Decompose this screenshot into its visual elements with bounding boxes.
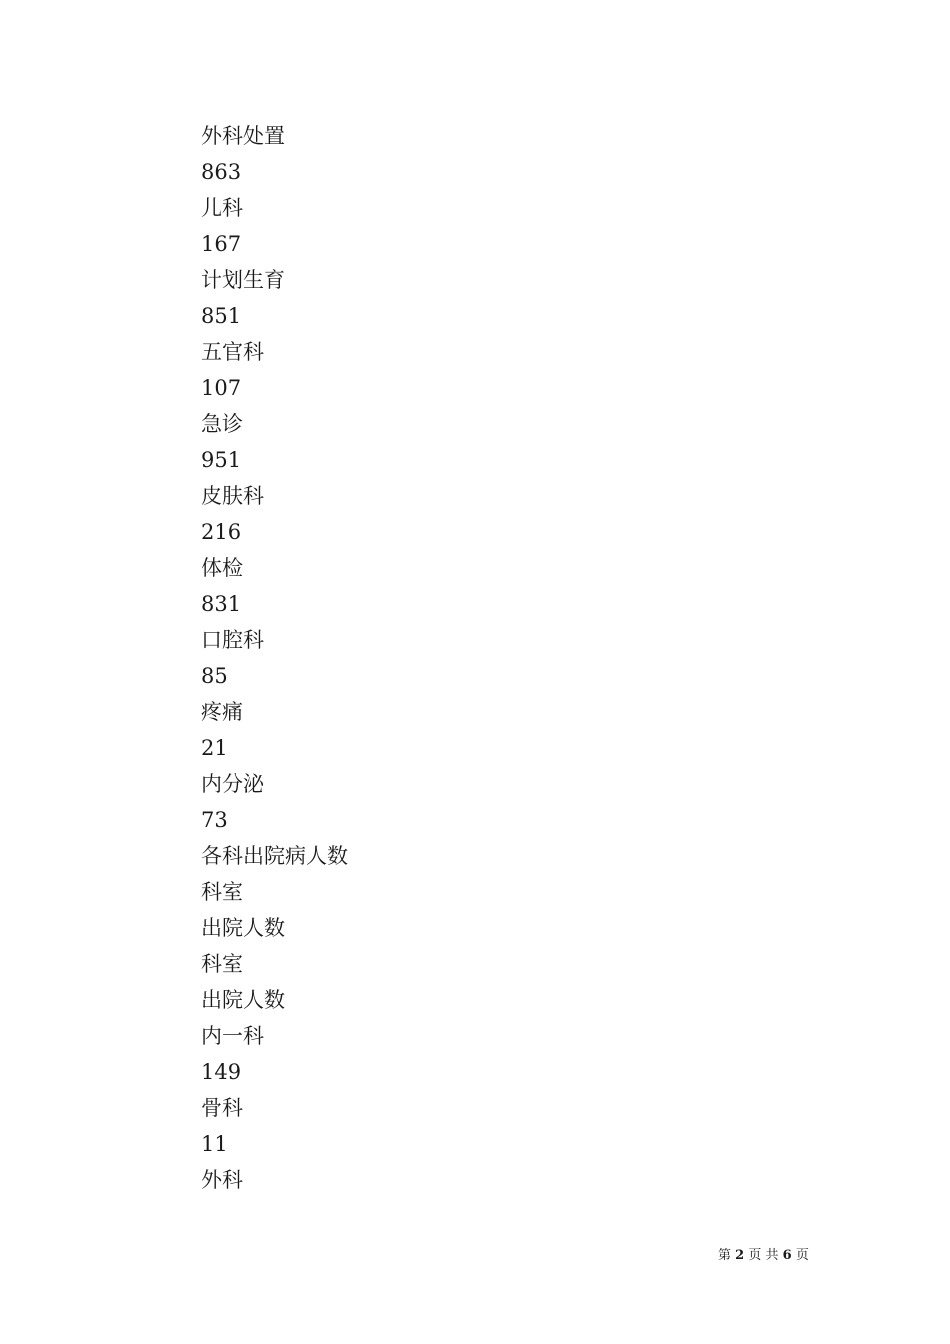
text-line: 831 xyxy=(201,592,242,616)
text-line: 外科 xyxy=(201,1168,243,1192)
text-line: 73 xyxy=(201,808,228,832)
text-line: 951 xyxy=(201,448,242,472)
table-header-cell: 出院人数 xyxy=(201,988,285,1012)
text-line: 骨科 xyxy=(201,1096,243,1120)
text-line: 内一科 xyxy=(201,1024,264,1048)
table-header-cell: 出院人数 xyxy=(201,916,285,940)
text-line: 外科处置 xyxy=(201,124,285,148)
current-page-number: 2 xyxy=(735,1248,745,1263)
text-line: 216 xyxy=(201,520,242,544)
footer-middle: 页 共 xyxy=(748,1248,779,1263)
text-line: 107 xyxy=(201,376,242,400)
table-header-cell: 科室 xyxy=(201,880,243,904)
text-line: 21 xyxy=(201,736,228,760)
text-line: 口腔科 xyxy=(201,628,264,652)
text-line: 863 xyxy=(201,160,242,184)
text-line: 内分泌 xyxy=(201,772,264,796)
text-line: 计划生育 xyxy=(201,268,285,292)
page-footer xyxy=(718,1246,809,1266)
text-line: 11 xyxy=(201,1132,228,1156)
text-line: 851 xyxy=(201,304,242,328)
text-line: 五官科 xyxy=(201,340,264,364)
text-line: 皮肤科 xyxy=(201,484,264,508)
footer-suffix: 页 xyxy=(795,1248,809,1263)
text-line: 85 xyxy=(201,664,228,688)
section-heading: 各科出院病人数 xyxy=(201,844,348,868)
text-line: 急诊 xyxy=(201,412,243,436)
table-header-cell: 科室 xyxy=(201,952,243,976)
text-line: 体检 xyxy=(201,556,243,580)
text-line: 儿科 xyxy=(201,196,243,220)
total-pages-number: 6 xyxy=(782,1248,792,1263)
text-line: 149 xyxy=(201,1060,242,1084)
document-body xyxy=(201,118,801,1198)
footer-prefix: 第 xyxy=(718,1248,732,1263)
text-line: 167 xyxy=(201,232,242,256)
text-line: 疼痛 xyxy=(201,700,243,724)
